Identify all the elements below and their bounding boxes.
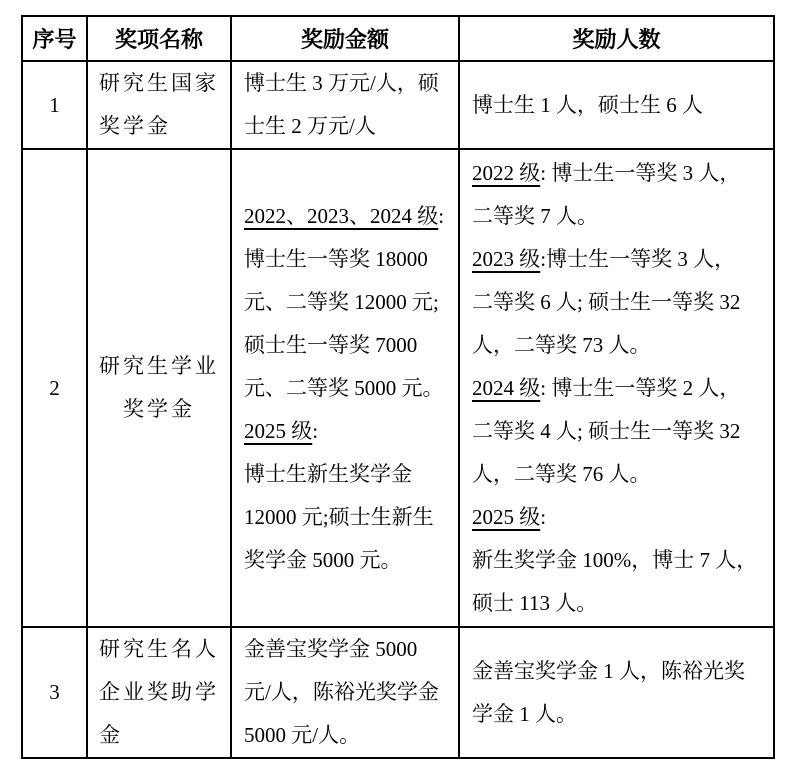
award-name-cell bbox=[87, 61, 231, 149]
count-line: 学金 1 人。 bbox=[472, 701, 577, 726]
amount-line: 硕士生一等奖 7000 bbox=[244, 332, 418, 357]
award-amount-cell bbox=[231, 149, 459, 627]
grade-label: 2025 级 bbox=[472, 504, 541, 529]
count-line: 硕士 113 人。 bbox=[472, 590, 598, 615]
count-line bbox=[472, 152, 761, 195]
count-text: : bbox=[540, 504, 547, 529]
amount-line bbox=[244, 195, 446, 238]
col-header-award-count: 奖励人数 bbox=[459, 16, 774, 61]
award-amount-cell bbox=[231, 61, 459, 149]
name-line: 企业奖助学 bbox=[99, 680, 219, 704]
col-header-award-amount: 奖励金额 bbox=[231, 16, 459, 61]
award-count-cell bbox=[459, 149, 774, 627]
count-line bbox=[472, 496, 761, 539]
count-line: 二等奖 6 人; 硕士生一等奖 32 bbox=[472, 289, 741, 314]
row-index: 1 bbox=[22, 61, 87, 149]
name-line: 研究生国家 bbox=[99, 71, 219, 95]
count-text: :博士生一等奖 3 人， bbox=[540, 246, 736, 271]
award-count-cell bbox=[459, 61, 774, 149]
count-line: 人，二等奖 76 人。 bbox=[472, 461, 651, 486]
grade-label: 2024 级 bbox=[472, 375, 541, 400]
row-index: 3 bbox=[22, 627, 87, 758]
col-header-index: 序号 bbox=[22, 16, 87, 61]
count-line bbox=[472, 367, 761, 410]
amount-line: 元、二等奖 12000 元; bbox=[244, 289, 439, 314]
count-text: : 博士生一等奖 3 人， bbox=[540, 160, 741, 185]
amount-line: 博士生 3 万元/人，硕 bbox=[244, 71, 439, 95]
amount-text: : bbox=[312, 418, 319, 443]
amount-text: : bbox=[438, 203, 445, 228]
amount-line: 12000 元;硕士生新生 bbox=[244, 504, 434, 529]
award-name-cell bbox=[87, 149, 231, 627]
amount-line: 元、二等奖 5000 元。 bbox=[244, 375, 444, 400]
grade-label: 2025 级 bbox=[244, 418, 313, 443]
table-row bbox=[22, 61, 774, 149]
name-line: 金 bbox=[99, 723, 123, 747]
scholarship-table bbox=[21, 15, 775, 759]
count-text: : 博士生一等奖 2 人， bbox=[540, 375, 741, 400]
name-line: 研究生学业 bbox=[99, 354, 219, 378]
table-row bbox=[22, 149, 774, 627]
table-row bbox=[22, 627, 774, 758]
award-count-cell bbox=[459, 627, 774, 758]
count-line: 二等奖 7 人。 bbox=[472, 203, 598, 228]
grade-label: 2023 级 bbox=[472, 246, 541, 271]
amount-line: 5000 元/人。 bbox=[244, 723, 361, 747]
count-line bbox=[472, 238, 761, 281]
col-header-award-name: 奖项名称 bbox=[87, 16, 231, 61]
grade-label: 2022、2023、2024 级 bbox=[244, 203, 439, 228]
name-line: 研究生名人 bbox=[99, 637, 219, 661]
row-index: 2 bbox=[22, 149, 87, 627]
grade-label: 2022 级 bbox=[472, 160, 541, 185]
count-line: 新生奖学金 100%，博士 7 人， bbox=[472, 547, 758, 572]
header-row bbox=[22, 16, 774, 61]
award-amount-cell bbox=[231, 627, 459, 758]
amount-line: 士生 2 万元/人 bbox=[244, 114, 376, 138]
amount-line: 元/人，陈裕光奖学金 bbox=[244, 680, 439, 704]
award-name-cell bbox=[87, 627, 231, 758]
amount-line: 博士生一等奖 18000 bbox=[244, 246, 428, 271]
amount-line: 博士生新生奖学金 bbox=[244, 461, 412, 486]
amount-line: 金善宝奖学金 5000 bbox=[244, 637, 418, 661]
count-line: 博士生 1 人，硕士生 6 人 bbox=[472, 92, 703, 117]
count-line: 人，二等奖 73 人。 bbox=[472, 332, 651, 357]
amount-line: 奖学金 5000 元。 bbox=[244, 547, 402, 572]
name-line: 奖学金 bbox=[123, 397, 195, 421]
count-line: 二等奖 4 人; 硕士生一等奖 32 bbox=[472, 418, 741, 443]
count-line: 金善宝奖学金 1 人，陈裕光奖 bbox=[472, 658, 745, 683]
name-line: 奖学金 bbox=[99, 114, 171, 138]
amount-line bbox=[244, 410, 446, 453]
